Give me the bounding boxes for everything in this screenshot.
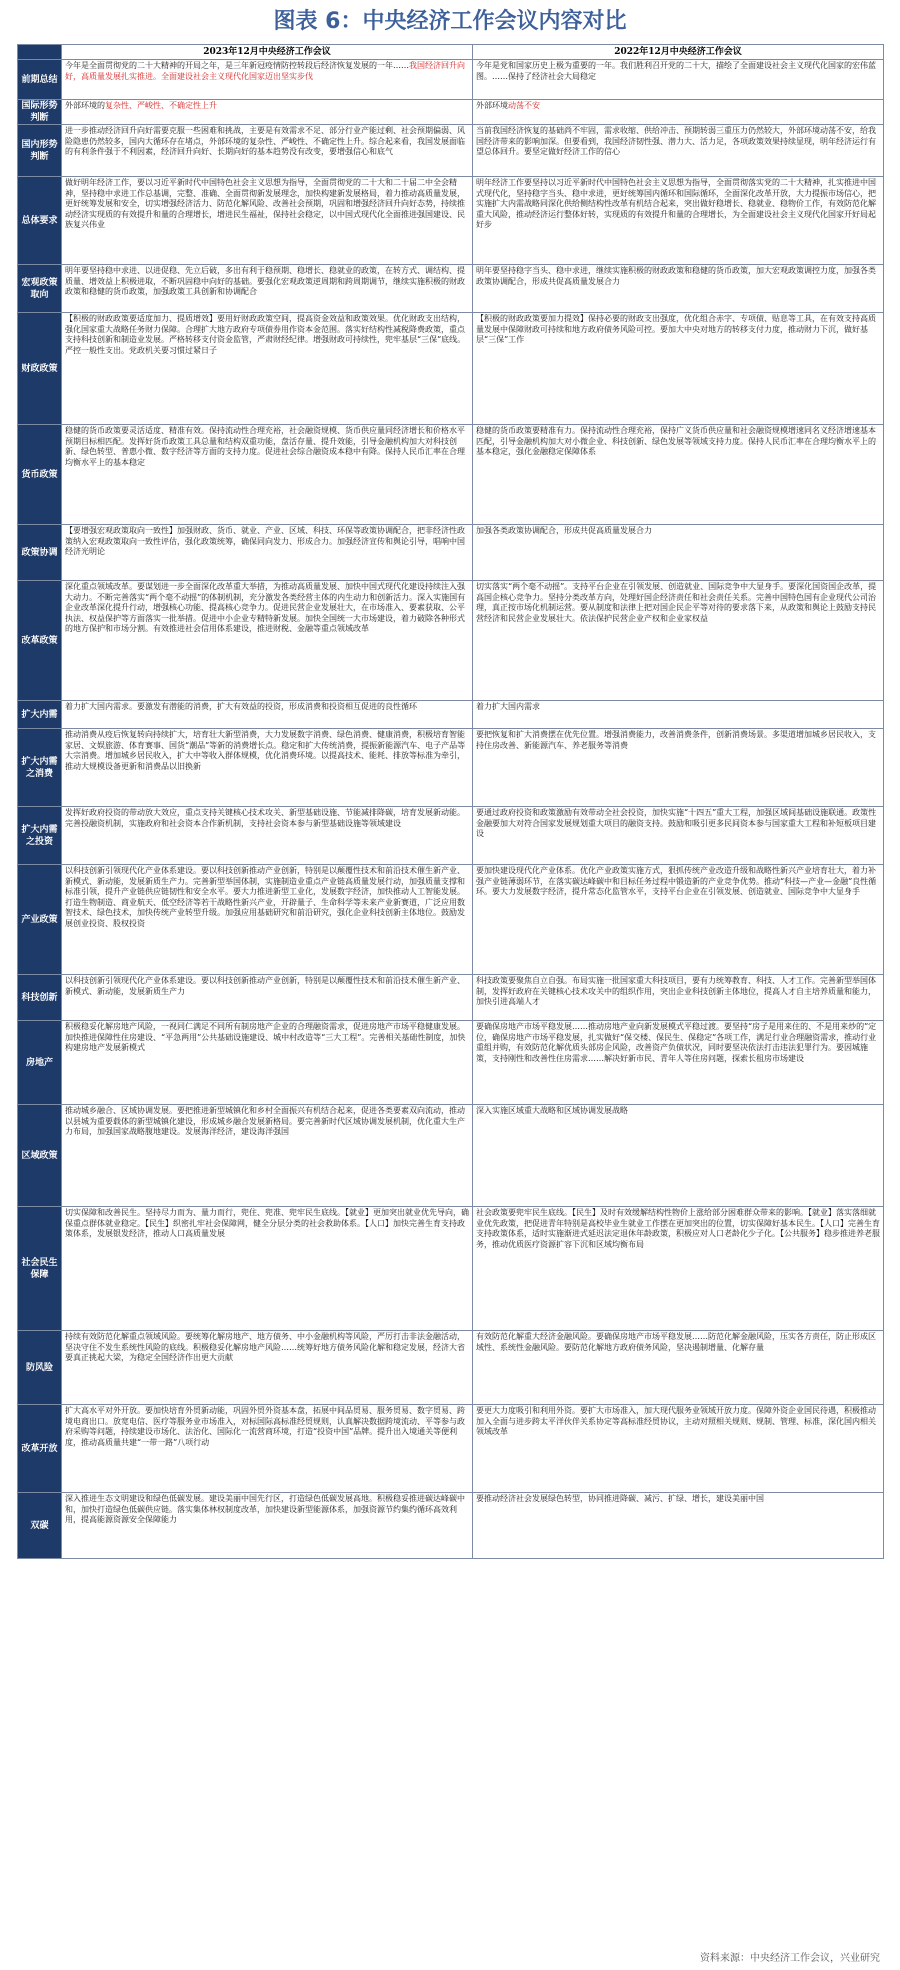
cell-2023-body: 明年要坚持稳中求进、以进促稳、先立后破，多出有利于稳预期、稳增长、稳就业的政策，在转方式、调结构、提质量、增效益上积极进取，不断巩固稳中向好的基础。要强化宏观政策逆周期和跨周期调节，继续实施积极的财政政策和稳健的货币政策，加强政策工具创新和协调配合 — [65, 266, 465, 296]
cell-2022-body: 今年是党和国家历史上极为重要的一年。我们胜利召开党的二十大，描绘了全面建设社会主义现代化国家的宏伟蓝图。……保持了经济社会大局稳定 — [476, 61, 876, 81]
row-label: 双碳 — [18, 1493, 62, 1559]
row-label: 扩大内需之投资 — [18, 807, 62, 865]
cell-2022-text — [476, 730, 880, 751]
header-2023: 2023年12月中央经济工作会议 — [62, 45, 473, 60]
table-row — [18, 1331, 884, 1405]
cell-2023-body: 【要增强宏观政策取向一致性】加强财政、货币、就业、产业、区域、科技、环保等政策协调配合，把非经济性政策纳入宏观政策取向一致性评估，强化政策统筹，确保同向发力、形成合力。加强经济宣传和舆论引导，唱响中国经济光明论 — [65, 526, 465, 556]
cell-2023-text — [65, 1208, 469, 1240]
cell-2023-text — [65, 61, 469, 82]
row-label: 扩大内需 — [18, 701, 62, 729]
cell-2023-body: 外部环境的 — [65, 101, 105, 110]
table-header-row — [18, 45, 884, 60]
cell-2023 — [62, 177, 473, 265]
table-row — [18, 807, 884, 865]
cell-2023-highlight: 复杂性、严峻性、不确定性上升 — [105, 101, 217, 110]
cell-2022 — [473, 701, 884, 729]
cell-2022-text — [476, 1494, 880, 1505]
cell-2023-body: 今年是全面贯彻党的二十大精神的开局之年，是三年新冠疫情防控转段后经济恢复发展的一年…… — [65, 61, 409, 70]
row-label: 改革开放 — [18, 1405, 62, 1493]
cell-2023 — [62, 581, 473, 701]
cell-2022-body: 稳健的货币政策要精准有力。保持流动性合理充裕，保持广义货币供应量和社会融资规模增速同名义经济增速基本匹配，引导金融机构加大对小微企业、科技创新、绿色发展等领域支持力度。保持人民币汇率在合理均衡水平上的基本稳定，强化金融稳定保障体系 — [476, 426, 876, 456]
cell-2022-body: 外部环境 — [476, 101, 508, 110]
cell-2023-body: 以科技创新引领现代化产业体系建设。要以科技创新推动产业创新，特别是以颠覆性技术和前沿技术催生新产业、新模式、新动能，发展新质生产力。完善新型举国体制，实施制造业重点产业链高质量发展行动，加强质量支撑和标准引领，提升产业链供应链韧性和安全水平。要大力推进新型工业化，发展数字经济，加快推动人工智能发展。打造生物制造、商业航天、低空经济等若干战略性新兴产业，开辟量子、生命科学等未来产业新赛道，广泛应用数智技术、绿色技术，加快传统产业转型升级。加强应用基础研究和前沿研究，强化企业科技创新主体地位。鼓励发展创业投资、股权投资 — [65, 866, 465, 928]
cell-2022 — [473, 1021, 884, 1105]
cell-2023-text — [65, 101, 469, 112]
cell-2022-text — [476, 582, 880, 624]
cell-2023-text — [65, 266, 469, 298]
cell-2022-highlight: 动荡不安 — [508, 101, 540, 110]
cell-2023 — [62, 1021, 473, 1105]
header-2022: 2022年12月中央经济工作会议 — [473, 45, 884, 60]
cell-2023-body: 推动城乡融合、区域协调发展。要把推进新型城镇化和乡村全面振兴有机结合起来，促进各类要素双向流动，推动以县城为重要载体的新型城镇化建设，形成城乡融合发展新格局。要完善新时代区域协调发展机制，优化重大生产力布局，加强国家战略腹地建设。发展海洋经济，建设海洋强国 — [65, 1106, 465, 1136]
cell-2023-text — [65, 526, 469, 558]
cell-2023-text — [65, 582, 469, 635]
cell-2022-body: 加强各类政策协调配合，形成共促高质量发展合力 — [476, 526, 652, 535]
cell-2023 — [62, 975, 473, 1021]
row-label: 宏观政策取向 — [18, 265, 62, 313]
cell-2022 — [473, 265, 884, 313]
page-title: 图表 6：中央经济工作会议内容对比 — [273, 9, 627, 34]
cell-2022 — [473, 425, 884, 525]
cell-2022-body: 明年要坚持稳字当头、稳中求进，继续实施积极的财政政策和稳健的货币政策，加大宏观政策调控力度，加强各类政策协调配合，形成共促高质量发展合力 — [476, 266, 876, 286]
cell-2023 — [62, 1105, 473, 1207]
cell-2022-body: 社会政策要兜牢民生底线。【民生】及时有效缓解结构性物价上涨给部分困难群众带来的影响。【就业】落实落细就业优先政策，把促进青年特别是高校毕业生就业工作摆在更加突出的位置，切实保障好基本民生。【人口】完善生育支持政策体系，适时实施渐进式延迟法定退休年龄政策，积极应对人口老龄化少子化。【公共服务】稳步推进养老服务，推动优质医疗资源扩容下沉和区域均衡布局 — [476, 1208, 880, 1249]
table-row — [18, 1105, 884, 1207]
row-label: 货币政策 — [18, 425, 62, 525]
cell-2022 — [473, 729, 884, 807]
cell-2022 — [473, 525, 884, 581]
cell-2023-body: 着力扩大国内需求。要激发有潜能的消费，扩大有效益的投资，形成消费和投资相互促进的良性循环 — [65, 702, 417, 711]
cell-2023-body: 扩大高水平对外开放。要加快培育外贸新动能，巩固外贸外资基本盘，拓展中间品贸易、服务贸易、数字贸易、跨境电商出口。放宽电信、医疗等服务业市场准入，对标国际高标准经贸规则，认真解决数据跨境流动、平等参与政府采购等问题，持续建设市场化、法治化、国际化一流营商环境，打造“投资中国”品牌。提升出入境通关等便利度，推动高质量共建“一带一路”八项行动 — [65, 1406, 465, 1447]
comparison-table — [17, 44, 884, 1559]
cell-2023-body: 以科技创新引领现代化产业体系建设。要以科技创新推动产业创新，特别是以颠覆性技术和前沿技术催生新产业、新模式、新动能，发展新质生产力 — [65, 976, 465, 996]
cell-2023-text — [65, 426, 469, 468]
table-row — [18, 975, 884, 1021]
cell-2023 — [62, 1331, 473, 1405]
table-row — [18, 525, 884, 581]
table-row — [18, 1405, 884, 1493]
cell-2023-body: 积极稳妥化解房地产风险，一视同仁满足不同所有制房地产企业的合理融资需求，促进房地产市场平稳健康发展。加快推进保障性住房建设、“平急两用”公共基础设施建设、城中村改造等“三大工程”。完善相关基础性制度，加快构建房地产发展新模式 — [65, 1022, 466, 1052]
cell-2023 — [62, 525, 473, 581]
cell-2022-text — [476, 314, 880, 346]
cell-2023-text — [65, 730, 469, 772]
cell-2023 — [62, 265, 473, 313]
cell-2023-body: 进一步推动经济回升向好需要克服一些困难和挑战，主要是有效需求不足、部分行业产能过剩、社会预期偏弱、风险隐患仍然较多，国内大循环存在堵点，外部环境的复杂性、严峻性、不确定性上升。综合起来看，我国发展面临的有利条件强于不利因素，经济回升向好、长期向好的基本趋势没有改变，要增强信心和底气 — [65, 126, 465, 156]
row-label: 改革政策 — [18, 581, 62, 701]
cell-2022-body: 要加快建设现代化产业体系。优化产业政策实施方式，狠抓传统产业改造升级和战略性新兴产业培育壮大，着力补强产业链薄弱环节，在落实碳达峰碳中和目标任务过程中锻造新的产业竞争优势。推动“科技—产业—金融”良性循环。要大力发展数字经济，提升常态化监管水平，支持平台企业在引领发展、创造就业、国际竞争中大显身手 — [476, 866, 877, 896]
cell-2022-text — [476, 266, 880, 287]
row-label: 科技创新 — [18, 975, 62, 1021]
cell-2022 — [473, 807, 884, 865]
cell-2023-text — [65, 976, 469, 997]
cell-2022-text — [476, 526, 880, 537]
table-row — [18, 1021, 884, 1105]
cell-2023-text — [65, 1106, 469, 1138]
cell-2023 — [62, 729, 473, 807]
cell-2022 — [473, 125, 884, 177]
cell-2023 — [62, 313, 473, 425]
cell-2022 — [473, 1405, 884, 1493]
cell-2022-text — [476, 1406, 880, 1438]
cell-2022-body: 要确保房地产市场平稳发展……推动房地产业向新发展模式平稳过渡。要坚持“房子是用来住的、不是用来炒的”定位，确保房地产市场平稳发展，扎实做好“保交楼、保民生、保稳定”各项工作，满足行业合理融资需求，推动行业重组并购，有效防范化解优质头部房企风险，改善资产负债状况，同时要坚决依法打击违法犯罪行为。要因城施策，支持刚性和改善性住房需求……解决好新市民、青年人等住房问题，探索长租房市场建设 — [476, 1022, 877, 1063]
cell-2022-text — [476, 1208, 880, 1250]
table-row — [18, 60, 884, 100]
cell-2023-text — [65, 314, 469, 356]
row-label: 国内形势判断 — [18, 125, 62, 177]
cell-2023 — [62, 807, 473, 865]
header-corner — [18, 45, 62, 60]
cell-2023 — [62, 1405, 473, 1493]
cell-2023-text — [65, 808, 469, 829]
cell-2022-body: 要通过政府投资和政策激励有效带动全社会投资，加快实施“十四五”重大工程，加强区域间基础设施联通。政策性金融要加大对符合国家发展规划重大项目的融资支持。鼓励和吸引更多民间资本参与国家重大工程和补短板项目建设 — [476, 808, 877, 838]
cell-2022-body: 明年经济工作要坚持以习近平新时代中国特色社会主义思想为指导，全面贯彻落实党的二十大精神，扎实推进中国式现代化，坚持稳字当头、稳中求进，更好统筹国内循环和国际循环，全面深化改革开放，大力提振市场信心，把实施扩大内需战略同深化供给侧结构性改革有机结合起来，突出做好稳增长、稳就业、稳物价工作，有效防范化解重大风险，推动经济运行整体好转，实现质的有效提升和量的合理增长，为全面建设社会主义现代化国家开好局起好步 — [476, 178, 876, 229]
row-label: 扩大内需之消费 — [18, 729, 62, 807]
row-label: 财政政策 — [18, 313, 62, 425]
cell-2022 — [473, 1207, 884, 1331]
cell-2023-text — [65, 1022, 469, 1054]
row-label: 前期总结 — [18, 60, 62, 100]
cell-2022 — [473, 60, 884, 100]
cell-2023-body: 发挥好政府投资的带动放大效应，重点支持关键核心技术攻关、新型基础设施、节能减排降碳，培育发展新动能。完善投融资机制，实施政府和社会资本合作新机制，支持社会资本参与新型基础设施等领域建设 — [65, 808, 465, 828]
cell-2023-text — [65, 866, 469, 929]
table-row — [18, 729, 884, 807]
table-row — [18, 313, 884, 425]
row-label: 政策协调 — [18, 525, 62, 581]
cell-2022-text — [476, 101, 880, 112]
cell-2022 — [473, 1331, 884, 1405]
table-row — [18, 425, 884, 525]
cell-2022-body: 要推动经济社会发展绿色转型，协同推进降碳、减污、扩绿、增长，建设美丽中国 — [476, 1494, 764, 1503]
cell-2023 — [62, 100, 473, 125]
cell-2022-body: 着力扩大国内需求 — [476, 702, 540, 711]
cell-2023-text — [65, 1406, 469, 1448]
cell-2022-body: 要更大力度吸引和利用外资。要扩大市场准入，加大现代服务业领域开放力度。保障外资企业国民待遇，积极推动加入全面与进步跨太平洋伙伴关系协定等高标准经贸协议，主动对照相关规则、规制、管理、标准，深化国内相关领域改革 — [476, 1406, 876, 1436]
cell-2023-body: 【积极的财政政策要适度加力、提质增效】要用好财政政策空间，提高资金效益和政策效果。优化财政支出结构，强化国家重大战略任务财力保障。合理扩大地方政府专项债券用作资本金范围。落实好结构性减税降费政策，重点支持科技创新和制造业发展。严格转移支付资金监管，严肃财经纪律。增强财政可持续性，兜牢基层“三保”底线。严控一般性支出。党政机关要习惯过紧日子 — [65, 314, 466, 355]
cell-2023 — [62, 865, 473, 975]
table-row — [18, 100, 884, 125]
cell-2022-text — [476, 61, 880, 82]
cell-2023-body: 持续有效防范化解重点领域风险。要统筹化解房地产、地方债务、中小金融机构等风险，严厉打击非法金融活动，坚决守住不发生系统性风险的底线。积极稳妥化解房地产风险……统筹好地方债务风险化解和稳定发展，经济大省要真正挑起大梁，为稳定全国经济作出更大贡献 — [65, 1332, 465, 1362]
cell-2023 — [62, 60, 473, 100]
table-row — [18, 177, 884, 265]
cell-2022-body: 【积极的财政政策要加力提效】保持必要的财政支出强度，优化组合赤字、专项债、贴息等工具，在有效支持高质量发展中保障财政可持续和地方政府债务风险可控。要加大中央对地方的转移支付力度，推动财力下沉，做好基层“三保”工作 — [476, 314, 876, 344]
cell-2022 — [473, 177, 884, 265]
table-body — [18, 60, 884, 1559]
cell-2022-text — [476, 866, 880, 898]
table-row — [18, 265, 884, 313]
row-label: 产业政策 — [18, 865, 62, 975]
row-label: 总体要求 — [18, 177, 62, 265]
cell-2023-body: 推动消费从疫后恢复转向持续扩大，培育壮大新型消费，大力发展数字消费、绿色消费、健康消费，积极培育智能家居、文娱旅游、体育赛事、国货“潮品”等新的消费增长点。稳定和扩大传统消费，提振新能源汽车、电子产品等大宗消费。增加城乡居民收入，扩大中等收入群体规模，优化消费环境。以提高技术、能耗、排放等标准为牵引，推动大规模设备更新和消费品以旧换新 — [65, 730, 466, 771]
cell-2022-text — [476, 976, 880, 1008]
cell-2023-text — [65, 1494, 469, 1526]
cell-2022-text — [476, 702, 880, 713]
table-row — [18, 125, 884, 177]
cell-2023-text — [65, 178, 469, 231]
cell-2023 — [62, 1493, 473, 1559]
cell-2022 — [473, 865, 884, 975]
table-row — [18, 701, 884, 729]
cell-2022-body: 深入实施区域重大战略和区域协调发展战略 — [476, 1106, 628, 1115]
cell-2022-body: 科技政策要聚焦自立自强。布局实施一批国家重大科技项目，要有力统筹教育、科技、人才工作。完善新型举国体制，发挥好政府在关键核心技术攻关中的组织作用，突出企业科技创新主体地位，提高人才自主培养质量和能力，加快引进高端人才 — [476, 976, 876, 1006]
source-note: 资料来源：中央经济工作会议，兴业研究 — [700, 1953, 880, 1964]
cell-2023-body: 稳健的货币政策要灵活适度、精准有效。保持流动性合理充裕，社会融资规模、货币供应量同经济增长和价格水平预期目标相匹配。发挥好货币政策工具总量和结构双重功能，盘活存量、提升效能，引导金融机构加大对科技创新、绿色转型、普惠小微、数字经济等方面的支持力度。促进社会综合融资成本稳中有降。保持人民币汇率在合理均衡水平上的基本稳定 — [65, 426, 465, 467]
row-label: 区域政策 — [18, 1105, 62, 1207]
cell-2022 — [473, 975, 884, 1021]
table-row — [18, 865, 884, 975]
cell-2023 — [62, 1207, 473, 1331]
cell-2023-body: 深入推进生态文明建设和绿色低碳发展。建设美丽中国先行区，打造绿色低碳发展高地。积极稳妥推进碳达峰碳中和，加快打造绿色低碳供应链。落实集体林权制度改革，加快建设新型能源体系，加强资源节约集约循环高效利用，提高能源资源安全保障能力 — [65, 1494, 465, 1524]
cell-2023-text — [65, 1332, 469, 1364]
cell-2022 — [473, 1105, 884, 1207]
cell-2022-body: 有效防范化解重大经济金融风险。要确保房地产市场平稳发展……防范化解金融风险，压实各方责任，防止形成区域性、系统性金融风险。要防范化解地方政府债务风险，坚决遏制增量、化解存量 — [476, 1332, 876, 1352]
cell-2023 — [62, 701, 473, 729]
cell-2022 — [473, 581, 884, 701]
cell-2022-text — [476, 426, 880, 458]
cell-2023 — [62, 125, 473, 177]
cell-2022-text — [476, 1106, 880, 1117]
cell-2023-body: 深化重点领域改革。要谋划进一步全面深化改革重大举措，为推动高质量发展、加快中国式现代化建设持续注入强大动力。不断完善落实“两个毫不动摇”的体制机制，充分激发各类经营主体的内生动力和创新活力。深入实施国有企业改革深化提升行动，增强核心功能、提高核心竞争力。促进民营企业发展壮大，在市场准入、要素获取、公平执法、权益保护等方面落实一批举措。促进中小企业专精特新发展。加快全国统一大市场建设，着力破除各种形式的地方保护和市场分割。有效推进社会信用体系建设，推进财税、金融等重点领域改革 — [65, 582, 466, 633]
cell-2023-body: 切实保障和改善民生。坚持尽力而为、量力而行，兜住、兜准、兜牢民生底线。【就业】更加突出就业优先导向，确保重点群体就业稳定。【民生】织密扎牢社会保障网，健全分层分类的社会救助体系。【人口】加快完善生育支持政策体系，发展银发经济，推动人口高质量发展 — [65, 1208, 469, 1238]
table-row — [18, 581, 884, 701]
cell-2023 — [62, 425, 473, 525]
row-label: 房地产 — [18, 1021, 62, 1105]
cell-2023-text — [65, 126, 469, 158]
cell-2022 — [473, 313, 884, 425]
row-label: 社会民生保障 — [18, 1207, 62, 1331]
cell-2023-body: 做好明年经济工作，要以习近平新时代中国特色社会主义思想为指导，全面贯彻党的二十大和二十届二中全会精神，坚持稳中求进工作总基调，完整、准确、全面贯彻新发展理念，加快构建新发展格局，着力推动高质量发展，更好统筹发展和安全，切实增强经济活力、防范化解风险、改善社会预期，巩固和增强经济回升向好态势，持续推动经济实现质的有效提升和量的合理增长，增进民生福祉，保持社会稳定，以中国式现代化全面推进强国建设、民族复兴伟业 — [65, 178, 465, 229]
table-row — [18, 1493, 884, 1559]
cell-2022-text — [476, 808, 880, 840]
row-label: 国际形势判断 — [18, 100, 62, 125]
cell-2022-body: 要把恢复和扩大消费摆在优先位置。增强消费能力，改善消费条件，创新消费场景。多渠道增加城乡居民收入，支持住房改善、新能源汽车、养老服务等消费 — [476, 730, 876, 750]
cell-2023-text — [65, 702, 469, 713]
cell-2022 — [473, 100, 884, 125]
cell-2022-text — [476, 126, 880, 158]
cell-2022-text — [476, 1332, 880, 1353]
cell-2022-text — [476, 1022, 880, 1064]
cell-2022-body: 当前我国经济恢复的基础尚不牢固，需求收缩、供给冲击、预期转弱三重压力仍然较大，外部环境动荡不安，给我国经济带来的影响加深。但要看到，我国经济韧性强、潜力大、活力足，各项政策效果持续显现，明年经济运行有望总体回升。要坚定做好经济工作的信心 — [476, 126, 876, 156]
row-label: 防风险 — [18, 1331, 62, 1405]
cell-2022-body: 切实落实“两个毫不动摇”。支持平台企业在引领发展、创造就业、国际竞争中大显身手。要深化国资国企改革，提高国企核心竞争力。坚持分类改革方向，处理好国企经济责任和社会责任关系。完善中国特色国有企业现代公司治理，真正按市场化机制运营。要从制度和法律上把对国企民企平等对待的要求落下来，从政策和舆论上鼓励支持民营经济和民营企业发展壮大。依法保护民营企业产权和企业家权益 — [476, 582, 877, 623]
cell-2022 — [473, 1493, 884, 1559]
cell-2023-highlight: 我国经济回升向好，高质量发展扎实推进。全面建设社会主义现代化国家迈出坚实步伐 — [65, 61, 465, 81]
cell-2022-text — [476, 178, 880, 231]
table-row — [18, 1207, 884, 1331]
